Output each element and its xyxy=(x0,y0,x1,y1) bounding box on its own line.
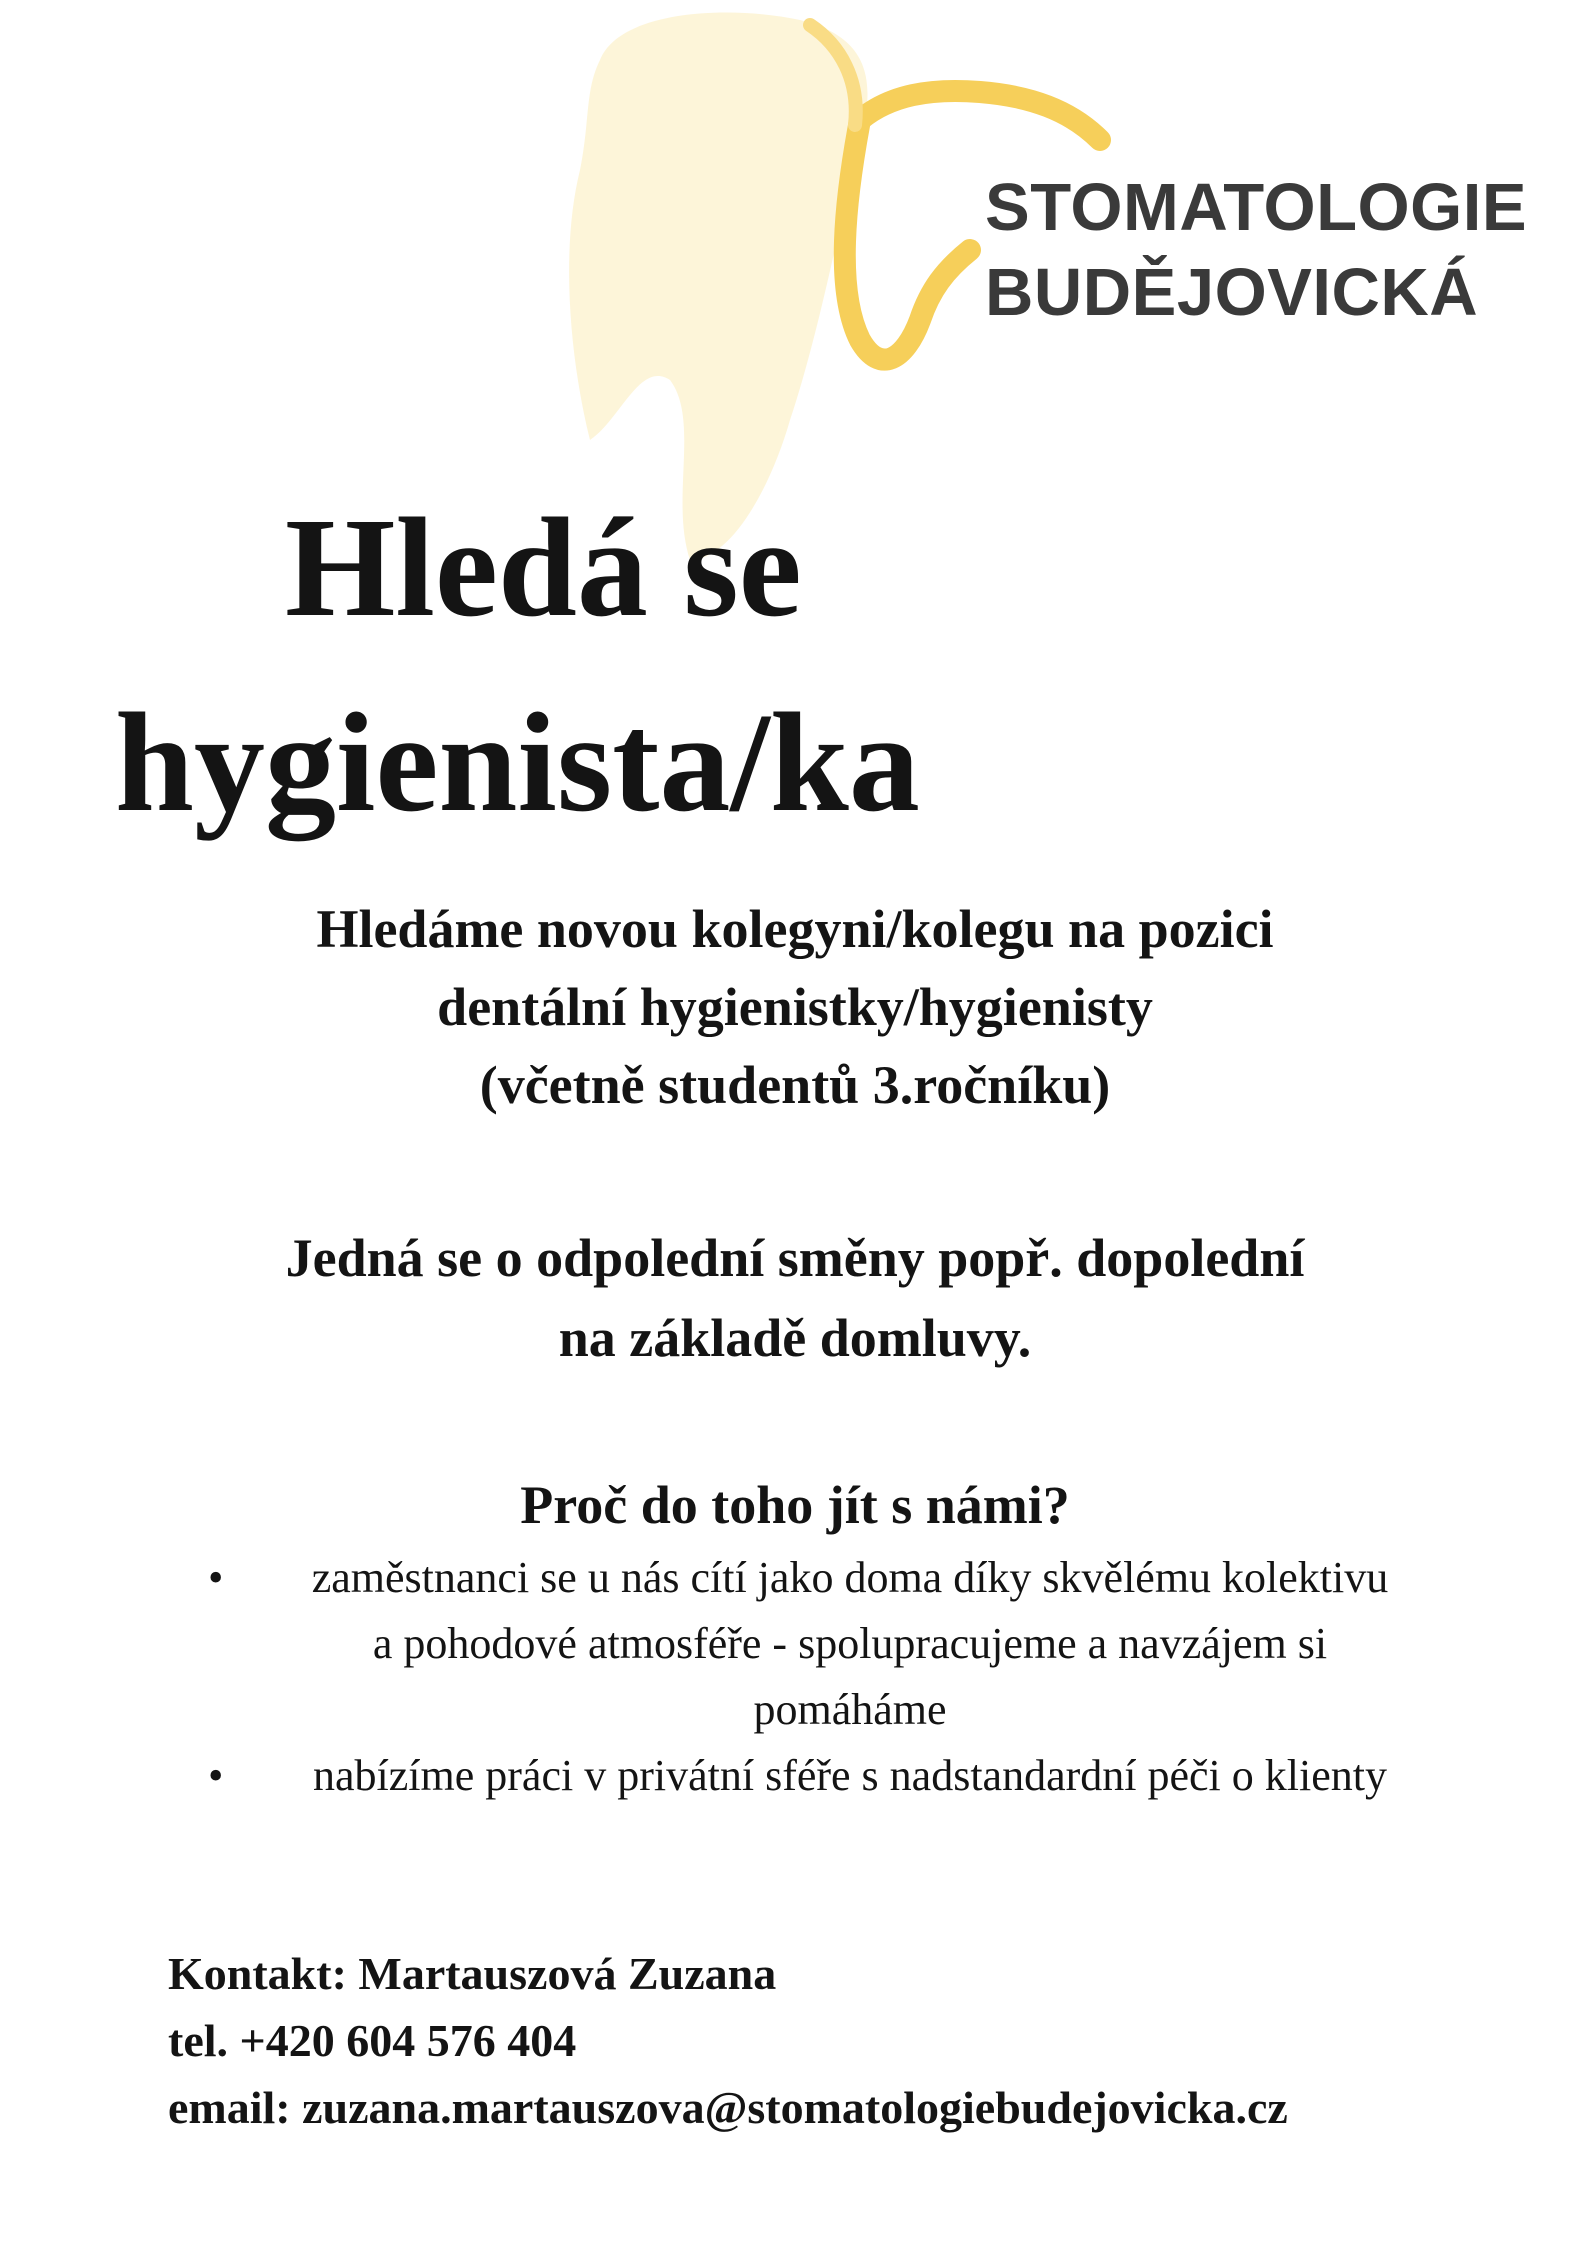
contact-name: Kontakt: Martauszová Zuzana xyxy=(168,1948,777,1999)
title-line-2: hygienista/ka xyxy=(115,683,920,841)
list-item xyxy=(200,1545,1400,1743)
logo-line-2: BUDĚJOVICKÁ xyxy=(985,255,1479,330)
benefit-text: nabízíme práci v privátní sféře s nadstandardní péči o klienty xyxy=(313,1751,1387,1800)
shifts-line-2: na základě domluvy. xyxy=(558,1308,1032,1368)
intro-paragraph xyxy=(120,890,1470,1124)
title-line-1: Hledá se xyxy=(285,488,802,646)
shifts-paragraph xyxy=(120,1218,1470,1378)
list-item xyxy=(200,1743,1400,1809)
why-heading: Proč do toho jít s námi? xyxy=(520,1475,1070,1535)
logo-line-1: STOMATOLOGIE xyxy=(985,170,1528,245)
contact-phone: tel. +420 604 576 404 xyxy=(168,2015,577,2066)
intro-line-1: Hledáme novou kolegyni/kolegu na pozici xyxy=(316,899,1274,959)
bullet: • xyxy=(208,1553,224,1602)
intro-line-3: (včetně studentů 3.ročníku) xyxy=(479,1055,1111,1115)
logo-wordmark xyxy=(985,165,1527,335)
shifts-line-1: Jedná se o odpolední směny popř. dopolední xyxy=(285,1228,1305,1288)
page-title xyxy=(115,470,1115,860)
benefits-list xyxy=(200,1545,1400,1809)
contact-block xyxy=(168,1940,1288,2141)
benefit-text: zaměstnanci se u nás cítí jako doma díky skvělému kolektivu a pohodové atmosféře - spolupracujeme a navzájem si pomáháme xyxy=(311,1553,1389,1734)
intro-line-2: dentální hygienistky/hygienisty xyxy=(437,977,1153,1037)
contact-email: email: zuzana.martauszova@stomatologiebudejovicka.cz xyxy=(168,2082,1288,2133)
bullet: • xyxy=(208,1751,224,1800)
